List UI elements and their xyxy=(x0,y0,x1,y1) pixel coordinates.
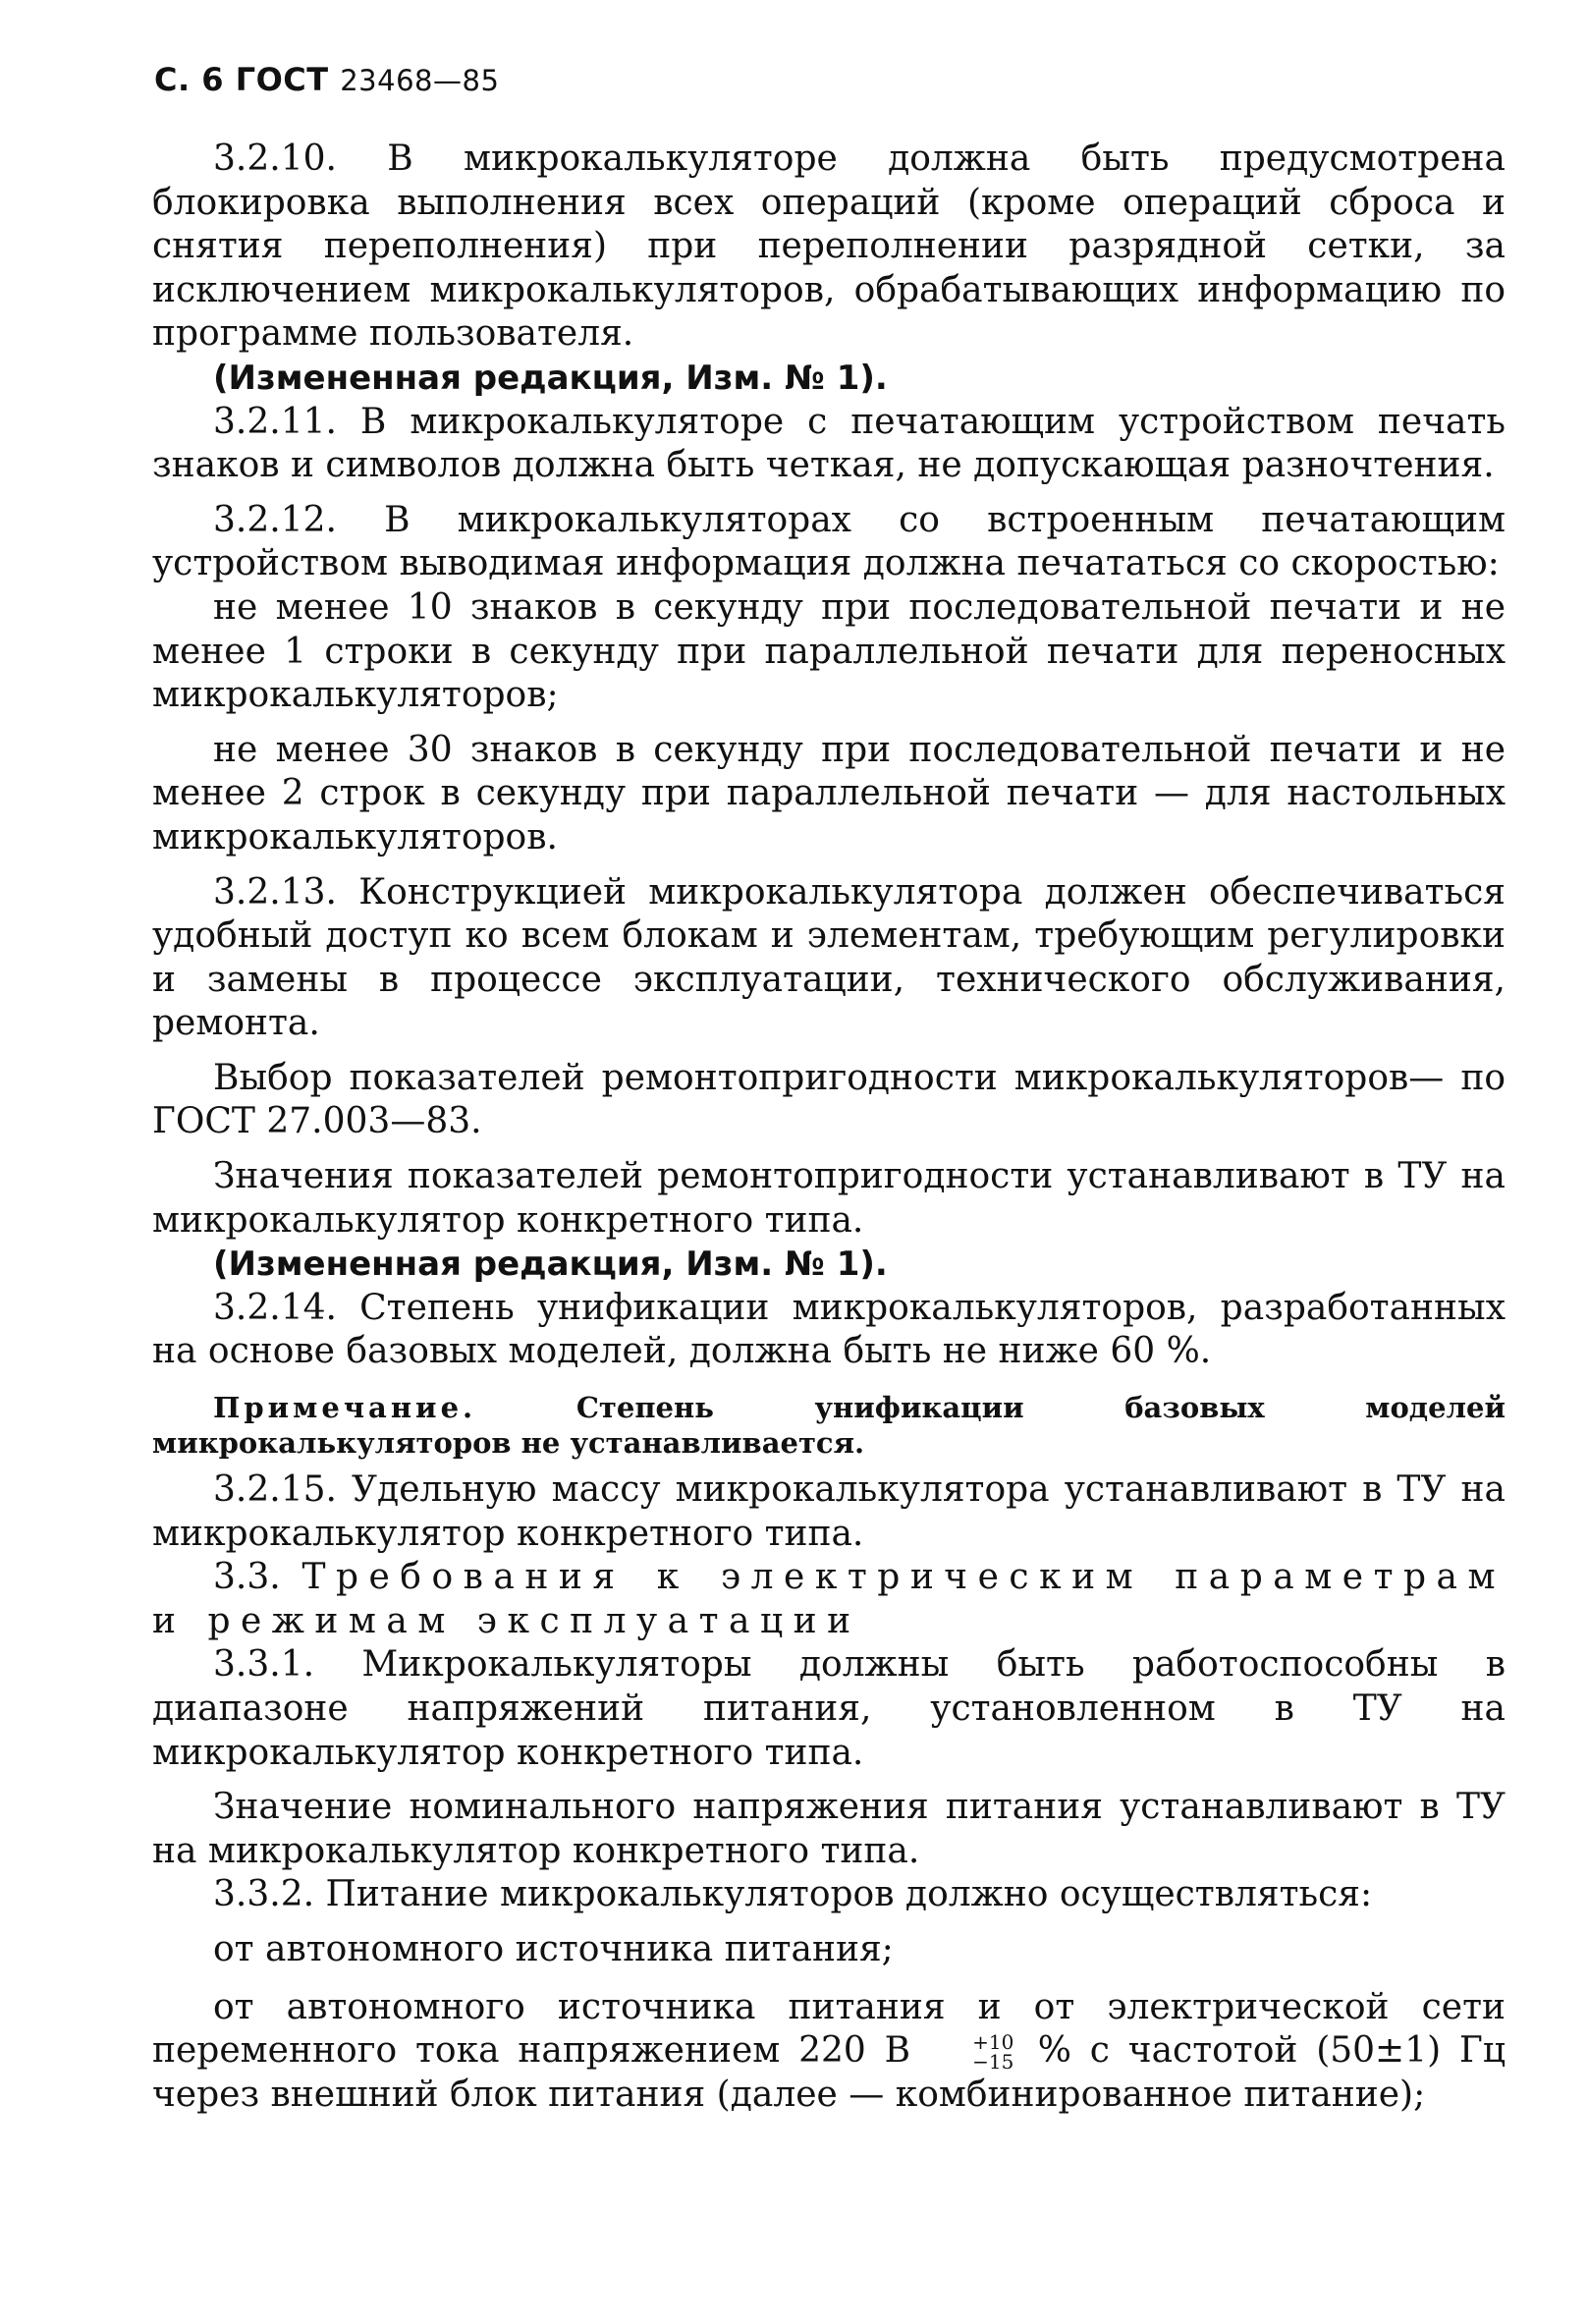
paragraph-3-2-12: 3.2.12. В микрокалькуляторах со встроенным печатающим устройством выводимая информация должна печататься со скоростью: xyxy=(152,499,1506,584)
paragraph-3-2-15: 3.2.15. Удельную массу микрокалькулятора устанавливают в ТУ на микрокалькулятор конкретного типа. xyxy=(152,1469,1506,1554)
tolerance-lower: −15 xyxy=(972,2049,1014,2074)
amendment-note: (Измененная редакция, Изм. № 1). xyxy=(213,1245,888,1285)
standard-number: 23468—85 xyxy=(340,64,500,97)
paragraph-3-2-12-desktop: не менее 30 знаков в секунду при последовательной печати и не менее 2 строк в секунду при параллельной печати — для настольных микрокалькуляторов. xyxy=(152,729,1506,858)
paragraph-3-3-2: 3.3.2. Питание микрокалькуляторов должно осуществляться: xyxy=(213,1874,1373,1915)
paragraph-3-3-2-autonomous: от автономного источника питания; xyxy=(213,1928,894,1969)
note xyxy=(152,1390,1506,1461)
amendment-note: (Измененная редакция, Изм. № 1). xyxy=(213,358,888,398)
paragraph-3-2-12-portable: не менее 10 знаков в секунду при последовательной печати и не менее 1 строки в секунду при параллельной печати для переносных микрокалькуляторов; xyxy=(152,586,1506,716)
paragraph-3-2-13-repairability: Выбор показателей ремонтопригодности микрокалькуляторов— по ГОСТ 27.003—83. xyxy=(152,1057,1506,1142)
voltage-tolerance xyxy=(911,2029,1014,2074)
paragraph-3-3-1: 3.3.1. Микрокалькуляторы должны быть работоспособны в диапазоне напряжений питания, установленном в ТУ на микрокалькулятор конкретного типа. xyxy=(152,1644,1506,1773)
section-heading-3-3 xyxy=(152,1556,1506,1643)
note-text: Степень унификации базовых моделей микрокалькуляторов не устанавливается. xyxy=(152,1391,1506,1461)
page-header xyxy=(154,61,499,98)
paragraph-3-3-2-combined xyxy=(152,1986,1506,2118)
document-body xyxy=(152,138,1506,2117)
paragraph-3-3-1-nominal: Значение номинального напряжения питания устанавливают в ТУ на микрокалькулятор конкретного типа. xyxy=(152,1787,1506,1871)
tolerance-upper: +10 xyxy=(972,2029,1014,2054)
section-title: Требования к электрическим параметрам и режимам эксплуатации xyxy=(152,1557,1506,1641)
paragraph-3-2-13-values: Значения показателей ремонтопригодности устанавливают в ТУ на микрокалькулятор конкретного типа. xyxy=(152,1156,1506,1241)
paragraph-3-2-11: 3.2.11. В микрокалькуляторе с печатающим устройством печать знаков и символов должна быть четкая, не допускающая разночтения. xyxy=(152,401,1506,486)
paragraph-3-2-10: 3.2.10. В микрокалькуляторе должна быть предусмотрена блокировка выполнения всех операций (кроме операций сброса и снятия переполнения) при переполнении разрядной сетки, за исключением микрокалькуляторов, обрабатывающих информацию по программе пользователя. xyxy=(152,138,1506,355)
paragraph-3-2-13: 3.2.13. Конструкцией микрокалькулятора должен обеспечиваться удобный доступ ко всем блокам и элементам, требующим регулировки и замены в процессе эксплуатации, технического обслуживания, ремонта. xyxy=(152,871,1506,1044)
combined-text-before: от автономного источника питания и от электрической сети переменного тока напряжением 220 В xyxy=(152,1986,1506,2072)
paragraph-3-2-14: 3.2.14. Степень унификации микрокалькуляторов, разработанных на основе базовых моделей, должна быть не ниже 60 %. xyxy=(152,1287,1506,1372)
note-label: Примечание. xyxy=(213,1391,477,1425)
section-number: 3.3. xyxy=(213,1557,281,1598)
combined-text-after: % с частотой (50±1) Гц через внешний блок питания (далее — комбинированное питание); xyxy=(152,2030,1506,2115)
page-header-prefix: С. 6 ГОСТ xyxy=(154,61,329,98)
